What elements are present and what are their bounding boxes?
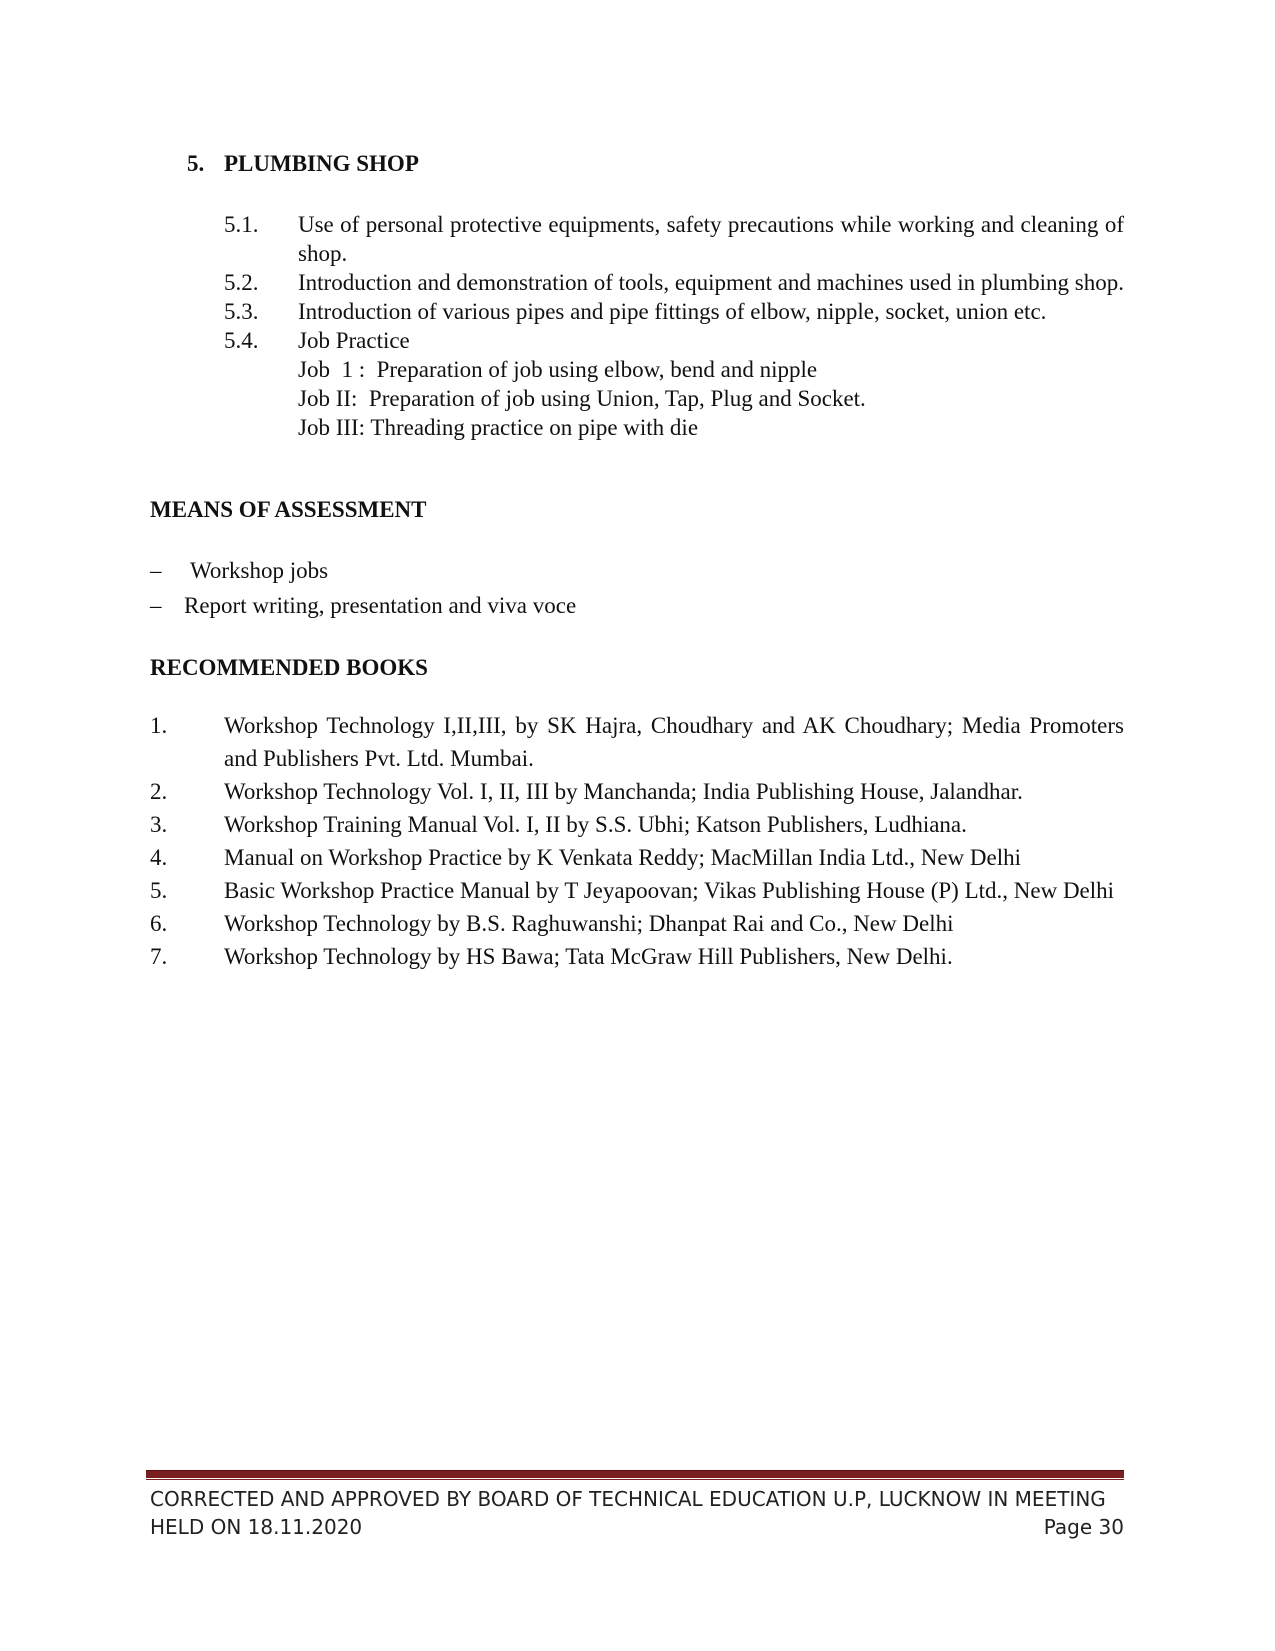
subitem-text: Introduction and demonstration of tools, equipment and machines used in plumbing shop.	[298, 270, 1124, 295]
footer-meeting-date: HELD ON 18.11.2020	[150, 1515, 363, 1539]
book-number: 3.	[150, 812, 168, 837]
assessment-heading: MEANS OF ASSESSMENT	[150, 497, 427, 522]
page-number: Page 30	[1043, 1515, 1124, 1539]
book-number: 7.	[150, 944, 168, 969]
book-item	[150, 907, 1124, 940]
job-list	[298, 355, 1124, 442]
book-text: Workshop Technology by B.S. Raghuwanshi; Dhanpat Rai and Co., New Delhi	[224, 911, 954, 936]
book-item	[150, 709, 1124, 775]
page-footer	[150, 1485, 1124, 1541]
book-item	[150, 808, 1124, 841]
assessment-item	[150, 553, 576, 588]
subitem-text: Introduction of various pipes and pipe fittings of elbow, nipple, socket, union etc.	[298, 299, 1047, 324]
footer-approval-line: CORRECTED AND APPROVED BY BOARD OF TECHNICAL EDUCATION U.P, LUCKNOW IN MEETING	[150, 1487, 1106, 1511]
job-item: Job III: Threading practice on pipe with die	[298, 415, 699, 440]
book-item	[150, 841, 1124, 874]
dash-bullet: –	[150, 558, 162, 583]
book-text: Workshop Training Manual Vol. I, II by S.S. Ubhi; Katson Publishers, Ludhiana.	[224, 812, 967, 837]
job-item: Job 1 : Preparation of job using elbow, bend and nipple	[298, 357, 818, 382]
book-number: 5.	[150, 878, 168, 903]
book-number: 4.	[150, 845, 168, 870]
book-text: Manual on Workshop Practice by K Venkata Reddy; MacMillan India Ltd., New Delhi	[224, 845, 1022, 870]
books-list	[150, 709, 1124, 973]
subitem-5-4	[224, 326, 1124, 355]
job-item: Job II: Preparation of job using Union, Tap, Plug and Socket.	[298, 386, 866, 411]
book-number: 6.	[150, 911, 168, 936]
book-item	[150, 775, 1124, 808]
subitem-number: 5.3.	[224, 299, 259, 324]
assessment-text: Report writing, presentation and viva voce	[184, 593, 577, 618]
book-text: Basic Workshop Practice Manual by T Jeyapoovan; Vikas Publishing House (P) Ltd., New Delhi	[224, 878, 1115, 903]
book-text: Workshop Technology Vol. I, II, III by Manchanda; India Publishing House, Jalandhar.	[224, 779, 1023, 804]
section-heading	[187, 150, 419, 178]
subitem-5-3	[224, 297, 1124, 326]
subitem-number: 5.4.	[224, 328, 259, 353]
subitem-text: Job Practice	[298, 328, 410, 353]
footer-row	[150, 1513, 1124, 1541]
assessment-item	[150, 588, 576, 623]
section-subitems	[224, 210, 1124, 442]
section-number: 5.	[187, 151, 205, 176]
subitem-number: 5.1.	[224, 212, 259, 237]
book-item	[150, 874, 1124, 907]
assessment-text: Workshop jobs	[190, 558, 329, 583]
books-heading: RECOMMENDED BOOKS	[150, 655, 428, 680]
book-item	[150, 940, 1124, 973]
footer-divider-thin	[146, 1479, 1124, 1480]
assessment-list	[150, 553, 576, 623]
subitem-number: 5.2.	[224, 270, 259, 295]
section-title: PLUMBING SHOP	[224, 151, 419, 176]
footer-divider	[146, 1470, 1124, 1478]
subitem-text: Use of personal protective equipments, safety precautions while working and cleaning of shop.	[298, 212, 1124, 266]
book-number: 2.	[150, 779, 168, 804]
dash-bullet: –	[150, 593, 162, 618]
book-text: Workshop Technology I,II,III, by SK Hajra, Choudhary and AK Choudhary; Media Promoters and Publishers Pvt. Ltd. Mumbai.	[224, 713, 1124, 771]
subitem-5-2	[224, 268, 1124, 297]
book-text: Workshop Technology by HS Bawa; Tata McGraw Hill Publishers, New Delhi.	[224, 944, 953, 969]
book-number: 1.	[150, 713, 168, 738]
subitem-5-1	[224, 210, 1124, 268]
